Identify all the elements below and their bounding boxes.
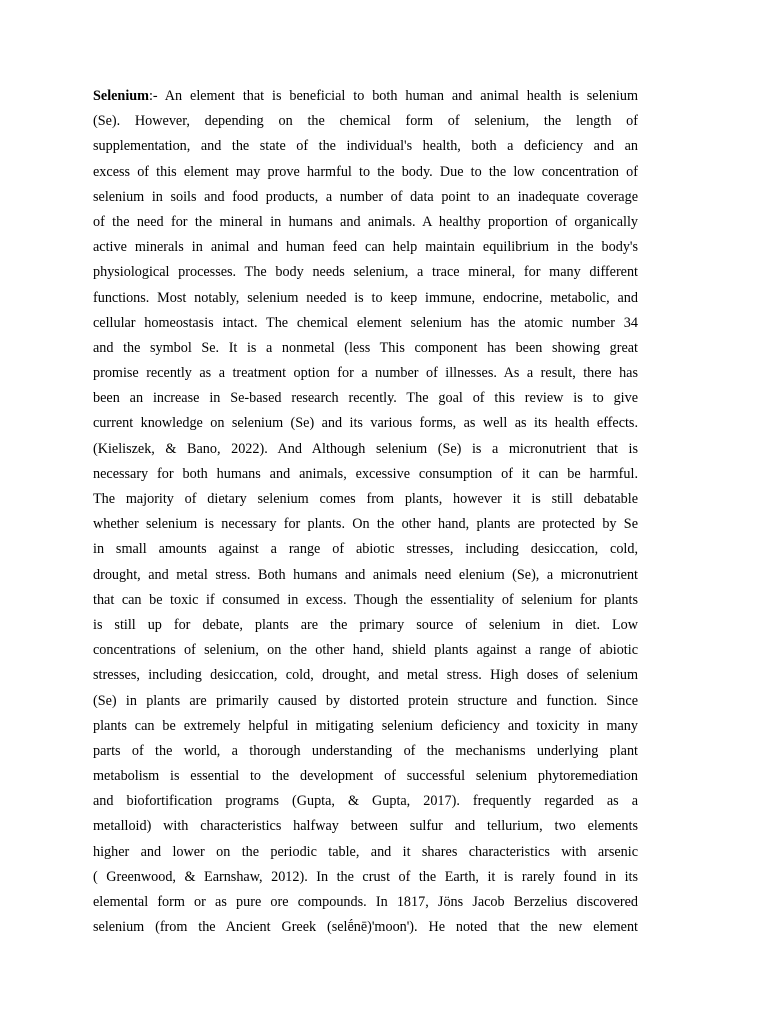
text-line: cellular homeostasis intact. The chemical element selenium has the atomic number 34 bbox=[93, 314, 638, 331]
document-page bbox=[93, 84, 638, 940]
text-line: and the symbol Se. It is a nonmetal (less This component has been showing great bbox=[93, 339, 638, 356]
text-line: plants can be extremely helpful in mitigating selenium deficiency and toxicity in many bbox=[93, 717, 638, 734]
text-line: necessary for both humans and animals, excessive consumption of it can be harmful. bbox=[93, 465, 638, 482]
text-line: (Se) in plants are primarily caused by distorted protein structure and function. Since bbox=[93, 692, 638, 709]
text-line: elemental form or as pure ore compounds. In 1817, Jöns Jacob Berzelius discovered bbox=[93, 894, 638, 910]
text-line: whether selenium is necessary for plants. On the other hand, plants are protected by Se bbox=[93, 516, 638, 533]
text-line: (Kieliszek, & Bano, 2022). And Although selenium (Se) is a micronutrient that is bbox=[93, 440, 638, 457]
text-line: metabolism is essential to the development of successful selenium phytoremediation bbox=[93, 768, 638, 785]
text-line: and biofortification programs (Gupta, & Gupta, 2017). frequently regarded as a bbox=[93, 793, 638, 810]
text-line: promise recently as a treatment option for a number of illnesses. As a result, there has bbox=[93, 365, 638, 382]
text-line: been an increase in Se-based research recently. The goal of this review is to give bbox=[93, 390, 638, 407]
text-line: is still up for debate, plants are the primary source of selenium in diet. Low bbox=[93, 616, 638, 633]
line-text: :- An element that is beneficial to both human and animal health is selenium bbox=[148, 88, 638, 104]
text-line: The majority of dietary selenium comes from plants, however it is still debatable bbox=[93, 491, 638, 507]
heading-word: Selenium bbox=[93, 88, 149, 104]
text-line: functions. Most notably, selenium needed is to keep immune, endocrine, metabolic, and bbox=[93, 289, 638, 306]
text-line: drought, and metal stress. Both humans and animals need elenium (Se), a micronutrient bbox=[93, 566, 638, 583]
text-line: selenium in soils and food products, a number of data point to an inadequate coverage bbox=[93, 188, 638, 205]
text-line: in small amounts against a range of abiotic stresses, including desiccation, cold, bbox=[93, 541, 638, 558]
text-line: metalloid) with characteristics halfway between sulfur and tellurium, two elements bbox=[93, 818, 638, 835]
text-line: selenium (from the Ancient Greek (selḗnē)'moon'). He noted that the new element bbox=[93, 919, 638, 936]
text-line: of the need for the mineral in humans and animals. A healthy proportion of organically bbox=[93, 213, 638, 230]
text-line: ( Greenwood, & Earnshaw, 2012). In the crust of the Earth, it is rarely found in its bbox=[93, 868, 638, 885]
text-line: physiological processes. The body needs selenium, a trace mineral, for many different bbox=[93, 264, 638, 281]
text-line: parts of the world, a thorough understanding of the mechanisms underlying plant bbox=[93, 742, 638, 759]
text-line: current knowledge on selenium (Se) and its various forms, as well as its health effects. bbox=[93, 415, 638, 432]
text-line: active minerals in animal and human feed can help maintain equilibrium in the body's bbox=[93, 239, 638, 256]
text-line: higher and lower on the periodic table, and it shares characteristics with arsenic bbox=[93, 843, 638, 860]
text-line: stresses, including desiccation, cold, drought, and metal stress. High doses of selenium bbox=[93, 667, 638, 684]
text-line bbox=[93, 84, 638, 109]
text-line: concentrations of selenium, on the other hand, shield plants against a range of abiotic bbox=[93, 642, 638, 659]
text-line: excess of this element may prove harmful to the body. Due to the low concentration of bbox=[93, 163, 638, 180]
text-line: that can be toxic if consumed in excess. Though the essentiality of selenium for plants bbox=[93, 591, 638, 608]
text-line: supplementation, and the state of the individual's health, both a deficiency and an bbox=[93, 138, 638, 155]
text-line: (Se). However, depending on the chemical form of selenium, the length of bbox=[93, 113, 638, 130]
